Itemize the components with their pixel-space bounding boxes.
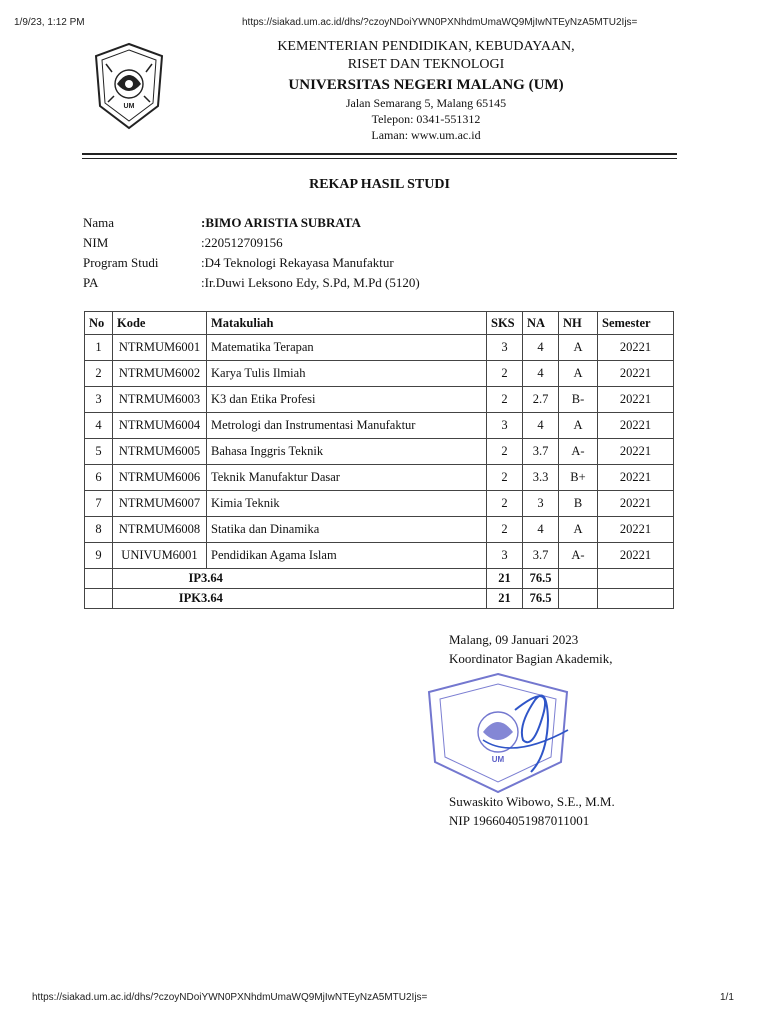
ip-sks: 21 <box>487 569 523 589</box>
col-header-semester: Semester <box>598 312 674 335</box>
cell-nh: A- <box>559 439 598 465</box>
cell-semester: 20221 <box>598 465 674 491</box>
cell-nh: B <box>559 491 598 517</box>
ministry-line-1: KEMENTERIAN PENDIDIKAN, KEBUDAYAAN, <box>277 39 575 54</box>
cell-sks: 2 <box>487 439 523 465</box>
cell-semester: 20221 <box>598 361 674 387</box>
cell-matakuliah: Pendidikan Agama Islam <box>207 543 487 569</box>
cell-kode: NTRMUM6005 <box>113 439 207 465</box>
cell-kode: UNIVUM6001 <box>113 543 207 569</box>
table-row <box>85 361 674 387</box>
info-label: PA <box>83 275 99 290</box>
cell-semester: 20221 <box>598 439 674 465</box>
grades-table <box>84 311 674 609</box>
cell-nh: B- <box>559 387 598 413</box>
cell-sks: 2 <box>487 387 523 413</box>
letterhead-rule-thick <box>82 153 677 155</box>
signatory-name: Suwaskito Wibowo, S.E., M.M. <box>449 794 615 809</box>
col-header-kode: Kode <box>113 312 207 335</box>
cell-na: 4 <box>523 361 559 387</box>
cell-nh: A <box>559 517 598 543</box>
cell-kode: NTRMUM6002 <box>113 361 207 387</box>
university-logo <box>92 42 166 130</box>
cell-no: 1 <box>85 335 113 361</box>
table-header-row <box>85 312 674 335</box>
cell-matakuliah: Kimia Teknik <box>207 491 487 517</box>
ipk-na: 76.5 <box>523 589 559 609</box>
cell-kode: NTRMUM6006 <box>113 465 207 491</box>
info-value: :BIMO ARISTIA SUBRATA <box>201 215 361 230</box>
cell-na: 3.3 <box>523 465 559 491</box>
table-row <box>85 413 674 439</box>
cell-na: 4 <box>523 413 559 439</box>
address: Jalan Semarang 5, Malang 65145 <box>345 96 507 110</box>
info-value: :D4 Teknologi Rekayasa Manufaktur <box>201 255 394 270</box>
col-header-na: NA <box>523 312 559 335</box>
cell-sks: 2 <box>487 491 523 517</box>
cell-matakuliah: Bahasa Inggris Teknik <box>207 439 487 465</box>
cell-na: 2.7 <box>523 387 559 413</box>
cell-semester: 20221 <box>598 413 674 439</box>
cell-na: 3.7 <box>523 543 559 569</box>
cell-kode: NTRMUM6001 <box>113 335 207 361</box>
cell-na: 4 <box>523 517 559 543</box>
cell-sks: 3 <box>487 335 523 361</box>
cell-sks: 3 <box>487 543 523 569</box>
col-header-sks: SKS <box>487 312 523 335</box>
info-label: Program Studi <box>83 255 159 270</box>
cell-na: 3.7 <box>523 439 559 465</box>
table-row <box>85 335 674 361</box>
table-row <box>85 439 674 465</box>
info-label: Nama <box>83 215 115 230</box>
col-header-nh: NH <box>559 312 598 335</box>
cell-matakuliah: Teknik Manufaktur Dasar <box>207 465 487 491</box>
cell-semester: 20221 <box>598 387 674 413</box>
sign-place-date: Malang, 09 Januari 2023 <box>449 632 579 647</box>
page-number: 1/1 <box>720 992 734 1003</box>
print-datetime: 1/9/23, 1:12 PM <box>14 17 85 28</box>
table-row <box>85 491 674 517</box>
cell-semester: 20221 <box>598 491 674 517</box>
sign-role: Koordinator Bagian Akademik, <box>449 651 613 666</box>
table-row <box>85 543 674 569</box>
cell-kode: NTRMUM6008 <box>113 517 207 543</box>
cell-sks: 2 <box>487 361 523 387</box>
cell-sks: 2 <box>487 517 523 543</box>
cell-semester: 20221 <box>598 543 674 569</box>
ipk-value: 3.64 <box>201 591 223 605</box>
ipk-label: IPK <box>178 591 201 605</box>
cell-no: 2 <box>85 361 113 387</box>
cell-nh: A <box>559 361 598 387</box>
info-value: :Ir.Duwi Leksono Edy, S.Pd, M.Pd (5120) <box>201 275 420 290</box>
cell-kode: NTRMUM6004 <box>113 413 207 439</box>
ipk-row <box>85 589 674 609</box>
ip-value: 3.64 <box>201 571 223 585</box>
info-value: :220512709156 <box>201 235 283 250</box>
university-stamp <box>423 670 573 795</box>
cell-no: 6 <box>85 465 113 491</box>
document-title: REKAP HASIL STUDI <box>309 177 450 192</box>
university-name: UNIVERSITAS NEGERI MALANG (UM) <box>288 77 564 93</box>
cell-matakuliah: Karya Tulis Ilmiah <box>207 361 487 387</box>
cell-no: 3 <box>85 387 113 413</box>
cell-semester: 20221 <box>598 517 674 543</box>
cell-no: 7 <box>85 491 113 517</box>
website: Laman: www.um.ac.id <box>371 128 481 142</box>
ip-label: IP <box>188 571 201 585</box>
cell-matakuliah: Matematika Terapan <box>207 335 487 361</box>
svg-text:UM: UM <box>491 755 505 764</box>
cell-matakuliah: K3 dan Etika Profesi <box>207 387 487 413</box>
cell-nh: A- <box>559 543 598 569</box>
cell-semester: 20221 <box>598 335 674 361</box>
cell-matakuliah: Metrologi dan Instrumentasi Manufaktur <box>207 413 487 439</box>
cell-matakuliah: Statika dan Dinamika <box>207 517 487 543</box>
cell-na: 4 <box>523 335 559 361</box>
cell-nh: B+ <box>559 465 598 491</box>
info-label: NIM <box>83 235 109 250</box>
cell-no: 4 <box>85 413 113 439</box>
table-row <box>85 517 674 543</box>
cell-nh: A <box>559 413 598 439</box>
svg-text:UM: UM <box>123 103 135 110</box>
table-row <box>85 465 674 491</box>
phone: Telepon: 0341-551312 <box>371 112 481 126</box>
cell-kode: NTRMUM6007 <box>113 491 207 517</box>
cell-kode: NTRMUM6003 <box>113 387 207 413</box>
cell-no: 8 <box>85 517 113 543</box>
table-row <box>85 387 674 413</box>
col-header-no: No <box>85 312 113 335</box>
cell-no: 9 <box>85 543 113 569</box>
cell-na: 3 <box>523 491 559 517</box>
cell-no: 5 <box>85 439 113 465</box>
letterhead-rule-thin <box>82 158 677 159</box>
ministry-line-2: RISET DAN TEKNOLOGI <box>347 57 505 72</box>
print-url-footer: https://siakad.um.ac.id/dhs/?czoyNDoiYWN0PXNhdmUmaWQ9MjIwNTEyNzA5MTU2Ijs= <box>32 992 428 1003</box>
cell-sks: 3 <box>487 413 523 439</box>
print-url-header: https://siakad.um.ac.id/dhs/?czoyNDoiYWN0PXNhdmUmaWQ9MjIwNTEyNzA5MTU2Ijs= <box>242 17 638 28</box>
ip-na: 76.5 <box>523 569 559 589</box>
ipk-sks: 21 <box>487 589 523 609</box>
ip-row <box>85 569 674 589</box>
signatory-nip: NIP 196604051987011001 <box>449 813 590 828</box>
col-header-matakuliah: Matakuliah <box>207 312 487 335</box>
cell-nh: A <box>559 335 598 361</box>
cell-sks: 2 <box>487 465 523 491</box>
